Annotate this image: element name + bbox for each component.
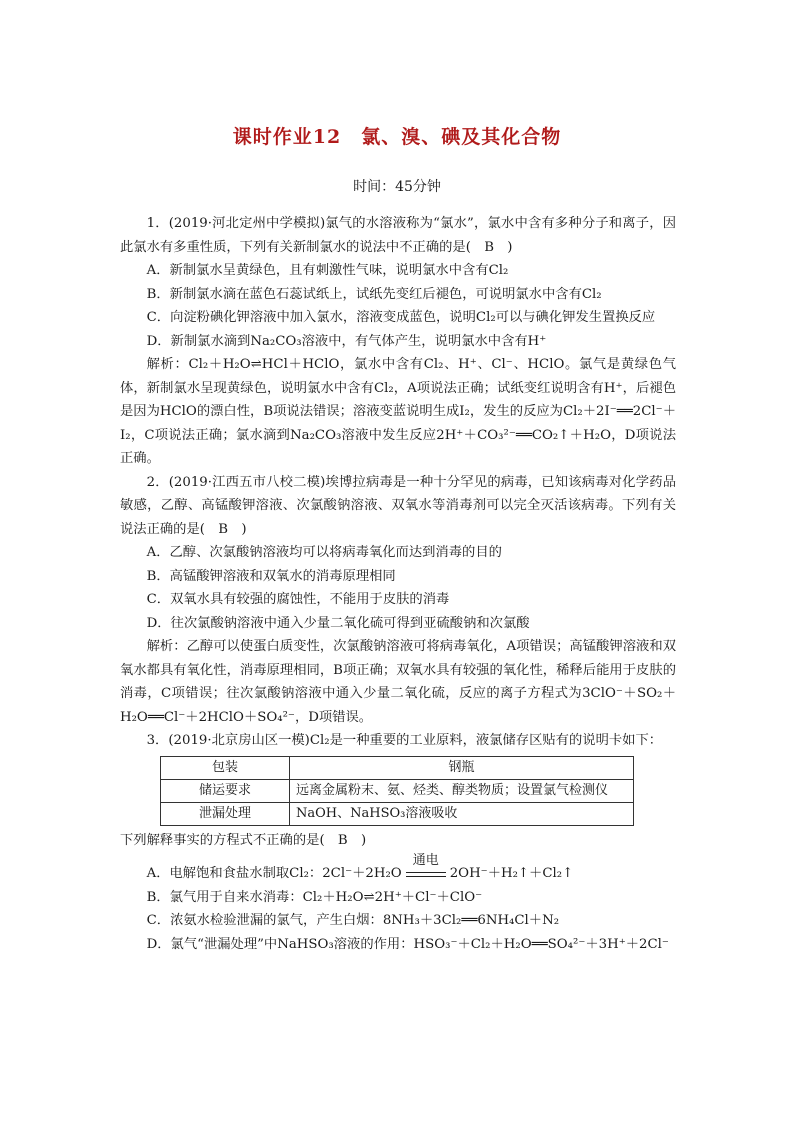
table-row bbox=[161, 802, 634, 825]
option-a-right-side: 2OH⁻＋H₂↑＋Cl₂↑ bbox=[449, 866, 574, 881]
chlorine-info-card-table bbox=[160, 756, 634, 826]
table-cell: 储运要求 bbox=[161, 779, 290, 802]
table-row bbox=[161, 756, 634, 779]
question-1-stem: 1．(2019·河北定州中学模拟)氯气的水溶液称为“氯水”，氯水中含有多种分子和离子，因此氯水有多重性质，下列有关新制氯水的说法中不正确的是( B ) bbox=[120, 216, 676, 255]
question-2-option-c: C．双氧水具有较强的腐蚀性，不能用于皮肤的消毒 bbox=[146, 592, 450, 607]
question-2-option-a: A．乙醇、次氯酸钠溶液均可以将病毒氧化而达到消毒的目的 bbox=[146, 545, 502, 560]
table-cell: 包装 bbox=[161, 756, 290, 779]
reaction-condition: 通电 bbox=[412, 852, 439, 868]
table-cell: 远离金属粉末、氨、烃类、醇类物质；设置氯气检测仪 bbox=[290, 779, 634, 802]
time-limit: 时间：45分钟 bbox=[353, 179, 441, 195]
question-2-option-b: B．高锰酸钾溶液和双氧水的消毒原理相同 bbox=[146, 568, 396, 584]
question-content bbox=[120, 212, 676, 956]
table-cell: NaOH、NaHSO₃溶液吸收 bbox=[290, 802, 634, 825]
table-cell: 泄漏处理 bbox=[161, 802, 290, 825]
option-a-left-side: A．电解饱和食盐水制取Cl₂：2Cl⁻＋2H₂O bbox=[146, 866, 402, 881]
question-3-option-b: B．氯气用于自来水消毒：Cl₂＋H₂O⇌2H⁺＋Cl⁻＋ClO⁻ bbox=[146, 889, 483, 905]
question-3-stem: 3．(2019·北京房山区一模)Cl₂是一种重要的工业原料，液氯储存区贴有的说明卡如下： bbox=[146, 733, 663, 748]
question-1-option-b: B．新制氯水滴在蓝色石蕊试纸上，试纸先变红后褪色，可说明氯水中含有Cl₂ bbox=[146, 286, 602, 302]
question-1-option-a: A．新制氯水呈黄绿色，且有刺激性气味，说明氯水中含有Cl₂ bbox=[146, 263, 509, 278]
question-2-stem: 2．(2019·江西五市八校二模)埃博拉病毒是一种十分罕见的病毒，已知该病毒对化学药品敏感，乙醇、高锰酸钾溶液、次氯酸钠溶液、双氧水等消毒剂可以完全灭活该病毒。下列有关说法正确的是( B ) bbox=[120, 474, 676, 537]
question-2-option-d: D．往次氯酸钠溶液中通入少量二氧化硫可得到亚硫酸钠和次氯酸 bbox=[146, 615, 530, 631]
question-3-option-c: C．浓氨水检验泄漏的氯气，产生白烟：8NH₃＋3Cl₂══6NH₄Cl＋N₂ bbox=[146, 913, 560, 928]
table-row bbox=[161, 779, 634, 802]
question-1-option-d: D．新制氯水滴到Na₂CO₃溶液中，有气体产生，说明氯水中含有H⁺ bbox=[146, 333, 547, 349]
question-3-option-d: D．氯气“泄漏处理”中NaHSO₃溶液的作用：HSO₃⁻＋Cl₂＋H₂O══SO₄²⁻＋3H⁺＋2Cl⁻ bbox=[146, 936, 669, 952]
question-3-question: 下列解释事实的方程式不正确的是( B ) bbox=[120, 832, 367, 848]
table-cell: 钢瓶 bbox=[290, 756, 634, 779]
question-2-analysis: 解析：乙醇可以使蛋白质变性，次氯酸钠溶液可将病毒氧化，A项错误；高锰酸钾溶液和双氧水都具有氧化性，消毒原理相同，B项正确；双氧水具有较强的氧化性，稀释后能用于皮肤的消毒，C项错误；往次氯酸钠溶液中通入少量二氧化硫，反应的离子方程式为3ClO⁻＋SO₂＋H₂O══Cl⁻＋2HClO＋SO₄²⁻，D项错误。 bbox=[120, 639, 676, 725]
page-title: 课时作业12 氯、溴、碘及其化合物 bbox=[232, 126, 562, 148]
question-1-option-c: C．向淀粉碘化钾溶液中加入氯水，溶液变成蓝色，说明Cl₂可以与碘化钾发生置换反应 bbox=[146, 310, 656, 325]
question-1-analysis: 解析：Cl₂＋H₂O⇌HCl＋HClO，氯水中含有Cl₂、H⁺、Cl⁻、HClO。氯气是黄绿色气体，新制氯水呈现黄绿色，说明氯水中含有Cl₂，A项说法正确；试纸变红说明含有H⁺，后褪色是因为HClO的漂白性，B项说法错误；溶液变蓝说明生成I₂，发生的反应为Cl₂＋2I⁻══2Cl⁻＋I₂，C项说法正确；氯水滴到Na₂CO₃溶液中发生反应2H⁺＋CO₃²⁻══CO₂↑＋H₂O，D项说法正确。 bbox=[120, 357, 676, 466]
electrolysis-equals-sign bbox=[406, 852, 446, 883]
question-3-option-a bbox=[120, 852, 676, 886]
